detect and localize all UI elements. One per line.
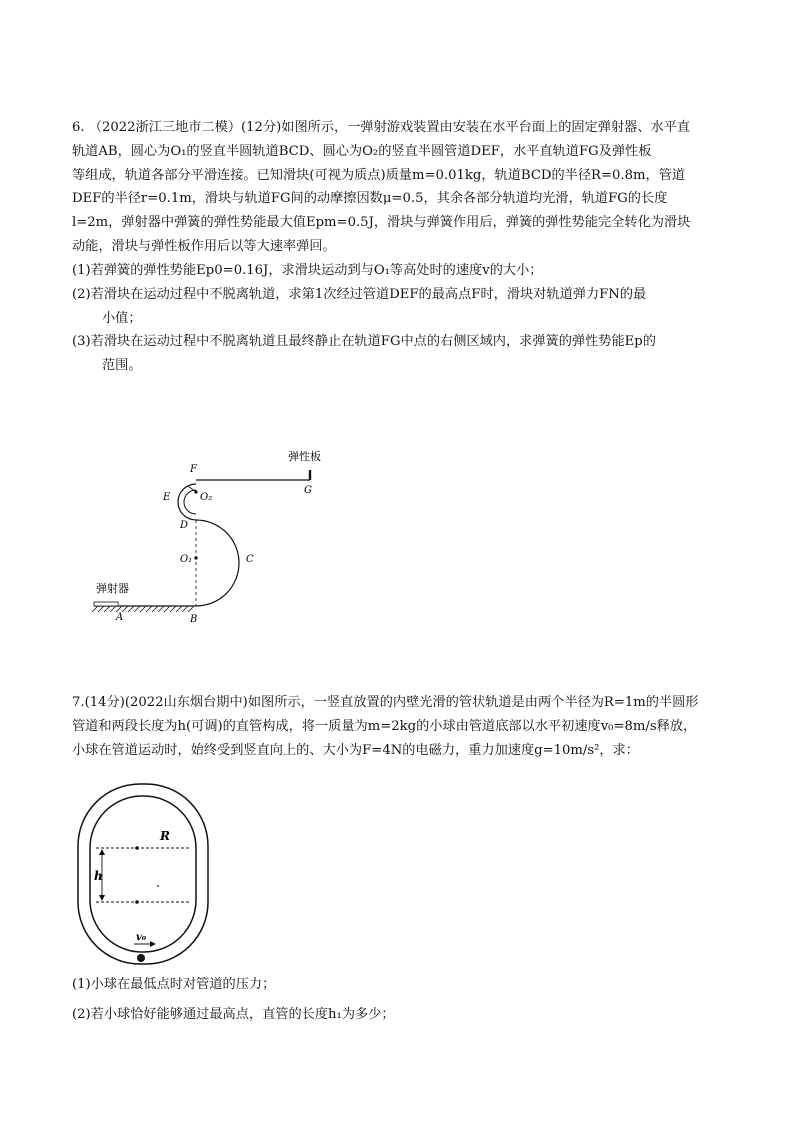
q6-sub-2a: (2)若滑块在运动过程中不脱离轨道，求第1次经过管道DEF的最高点F时，滑块对轨道弹力FN的最	[72, 286, 647, 302]
q7-h-arrowhead-down	[99, 895, 105, 901]
q7-h-arrowhead-up	[99, 849, 105, 855]
q7-label-h: h	[94, 869, 103, 883]
q7-center-dot	[157, 885, 159, 887]
q6-label-f: F	[190, 464, 197, 475]
question-6-stem	[72, 116, 727, 259]
q6-label-launcher: 弹射器	[96, 582, 129, 595]
q7-v0-arrowhead	[150, 941, 156, 947]
q6-line-3: 等组成，轨道各部分平滑连接。已知滑块(可视为质点)质量m=0.01kg，轨道BCD的半径R=0.8m，管道	[72, 167, 686, 183]
q6-o1-dot	[194, 556, 197, 559]
q7-sub-2: (2)若小球恰好能够通过最高点，直管的长度h₁为多少；	[72, 1007, 395, 1022]
q6-tube-inner	[184, 490, 196, 514]
q7-line-1: 7.(14分)(2022山东烟台期中)如图所示，一竖直放置的内壁光滑的管状轨道是由两个半径为R=1m的半圆形	[72, 695, 699, 710]
q6-sub-1: (1)若弹簧的弹性势能Ep0=0.16J，求滑块运动到与O₁等高处时的速度v的大小；	[72, 263, 543, 278]
q6-label-d: D	[180, 520, 189, 531]
q7-ball	[137, 954, 145, 962]
q6-label-elastic-board: 弹性板	[288, 450, 321, 463]
q7-figure-pipe-track	[74, 782, 214, 970]
question-7-stem	[72, 691, 727, 762]
q6-sub-3a: (3)若滑块在运动过程中不脱离轨道且最终静止在轨道FG中点的右侧区域内，求弹簧的弹性势能Ep的	[72, 334, 656, 350]
q6-label-o2: O₂	[200, 492, 213, 503]
q6-label-o1: O₁	[180, 554, 193, 565]
q6-tube-outer	[178, 484, 196, 520]
q6-line-1: 6. （2022浙江三地市二模）(12分)如图所示，一弹射游戏装置由安装在水平台面上的固定弹射器、水平直	[72, 120, 691, 135]
q7-label-r: R	[160, 829, 170, 843]
q6-line-4: DEF的半径r=0.1m，滑块与轨道FG间的动摩擦因数μ=0.5，其余各部分轨道均光滑，轨道FG的长度	[72, 191, 668, 207]
q7-sub-1: (1)小球在最低点时对管道的压力；	[72, 977, 276, 992]
q6-line-6: 动能，滑块与弹性板作用后以等大速率弹回。	[72, 238, 336, 254]
q6-launcher	[94, 602, 118, 606]
q6-ground-hatching	[92, 606, 194, 612]
q7-center-top-dot	[135, 846, 139, 850]
q6-label-a: A	[116, 612, 124, 623]
q7-line-2: 管道和两段长度为h(可调)的直管构成，将一质量为m=2kg的小球由管道底部以水平初速度v₀=8m/s释放，	[72, 718, 697, 734]
q6-line-5: l=2m，弹射器中弹簧的弹性势能最大值Epm=0.5J，滑块与弹簧作用后，弹簧的弹性势能完全转化为滑块	[72, 215, 691, 231]
q6-semicircle-bcd	[196, 520, 239, 606]
q7-center-bottom-dot	[135, 900, 139, 904]
q6-label-e: E	[163, 492, 171, 503]
q6-sub-3b: 范围。	[102, 358, 142, 374]
q6-label-c: C	[246, 554, 254, 565]
q7-pipe-inner	[90, 796, 196, 952]
q6-sub-2b: 小值；	[102, 310, 142, 326]
q7-line-3: 小球在管道运动时，始终受到竖直向上的、大小为F=4N的电磁力，重力加速度g=10m/s²，求：	[72, 742, 639, 758]
q6-figure-track-diagram	[88, 440, 348, 630]
q6-label-b: B	[190, 614, 198, 625]
q7-label-v0: v₀	[136, 932, 147, 943]
q6-line-2: 轨道AB，圆心为O₁的竖直半圆轨道BCD、圆心为O₂的竖直半圆管道DEF，水平直轨道FG及弹性板	[72, 143, 652, 159]
q6-subquestions	[72, 259, 732, 378]
q6-label-g: G	[304, 485, 312, 496]
